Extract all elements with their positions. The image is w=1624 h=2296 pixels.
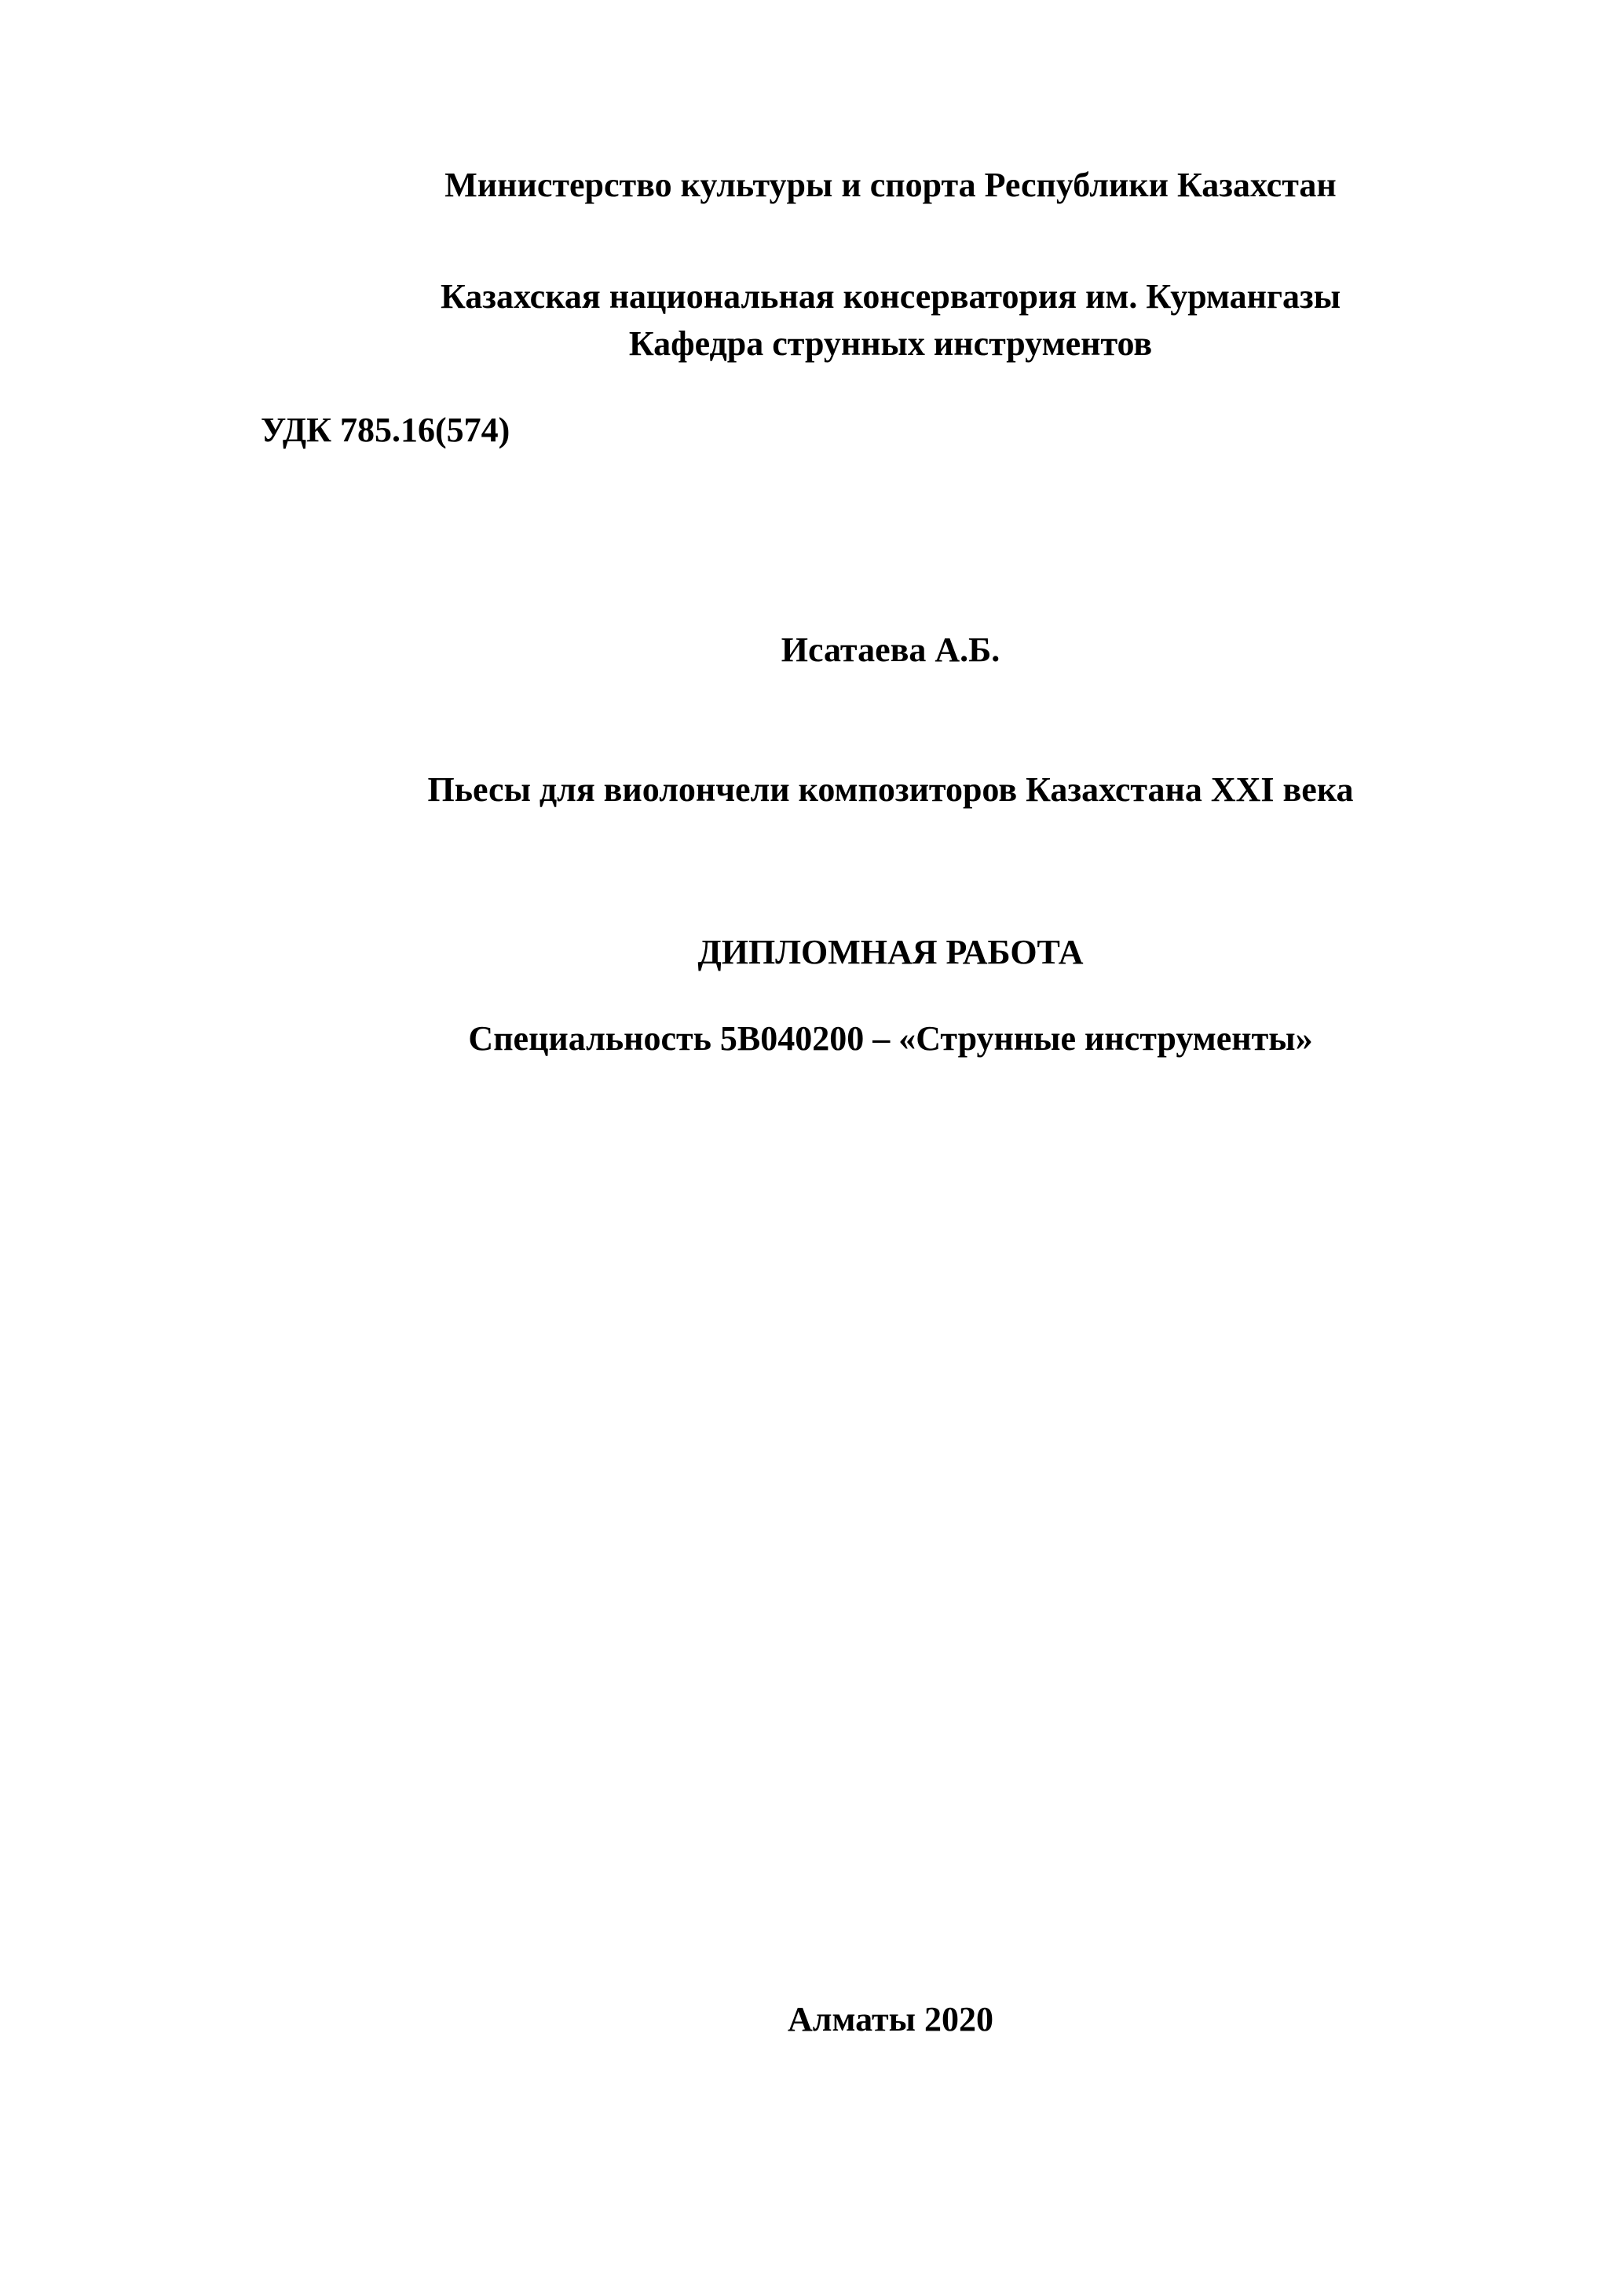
document-type: ДИПЛОМНАЯ РАБОТА (697, 933, 1084, 971)
work-title: Пьесы для виолончели композиторов Казахстана XXI века (427, 770, 1354, 809)
udk-code: УДК 785.16(574) (261, 411, 510, 449)
department-heading: Кафедра струнных инструментов (628, 324, 1153, 363)
conservatory-heading: Казахская национальная консерватория им. Курмангазы (440, 277, 1341, 316)
ministry-heading: Министерство культуры и спорта Республики Казахстан (444, 166, 1337, 204)
specialty-line: Специальность 5В040200 – «Струнные инструменты» (468, 1019, 1313, 1058)
author-name: Исатаева А.Б. (781, 631, 1000, 669)
city-year: Алматы 2020 (788, 2000, 993, 2038)
